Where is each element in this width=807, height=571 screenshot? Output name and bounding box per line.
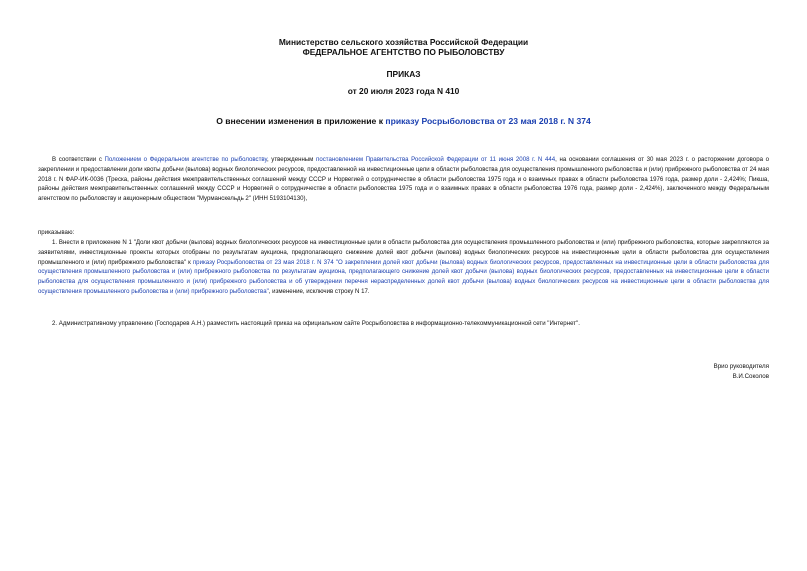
agency-name: ФЕДЕРАЛЬНОЕ АГЕНТСТВО ПО РЫБОЛОВСТВУ bbox=[302, 47, 505, 57]
preamble-paragraph bbox=[38, 155, 769, 204]
order-374-link[interactable]: приказу Росрыболовства от 23 мая 2018 г. N 374 bbox=[385, 116, 591, 126]
order-374-full-link[interactable]: приказу Росрыболовства от 23 мая 2018 г. N 374 "О закреплении долей квот добычи (вылова) водных биологических ресурсов, предоставленных на инвестиционные цели в области рыболовства для осуществления промышленного рыболовства и (или) прибрежного рыболовства по результатам аукциона, предполагающего снижение долей квот добычи (вылова) водных биологических ресурсов, предоставленных на инвестиционные цели в области рыболовства для осуществления промышленного и (или) прибрежного рыболовства и об утверждении перечня нераспределенных долей квот добычи (вылова) водных биологических ресурсов на инвестиционные цели в области рыболовства для осуществления промышленного рыболовства и (или) прибрежного рыболовства" bbox=[38, 258, 769, 295]
government-decree-link[interactable]: постановлением Правительства Российской Федерации от 11 июня 2008 г. N 444 bbox=[316, 156, 556, 163]
doc-title-text: О внесении изменения в приложение к bbox=[216, 116, 386, 126]
date-number: от 20 июля 2023 года N 410 bbox=[347, 86, 460, 96]
preamble-text-3: , на основании соглашения от 30 мая 2023 г. о расторжении договора о закреплении и предоставлении доли квоты добычи (вылова) водных биологических ресурсов, предоставленной на инвестиционные цели в области рыболовства для осуществления промышленного рыболовства и (или) прибрежного рыболовства от 24 мая 2018 г. N ФАР-ИК-0036 (Треска, районы действия межправительственных соглашений между СССР и Норвегией о сотрудничестве в области рыболовства 1975 года и о взаимных правах в области рыболовства 1976 года, размер доли - 2,424%; Пикша, районы действия межправительственных соглашений между СССР и Норвегией о сотрудничестве в области рыболовства 1975 года и о взаимных правах в области рыболовства 1976 года, размер доли - 2,424%), заключенного между Федеральным агентством по рыболовству и акционерным обществом "Мурманскельдь 2" (ИНН 5193104130), bbox=[38, 156, 770, 203]
preamble-text-2: , утвержденным bbox=[266, 156, 317, 163]
signatory-name: В.И.Соколов bbox=[732, 373, 769, 380]
ministry-name: Министерство сельского хозяйства Российской Федерации bbox=[278, 37, 529, 47]
preamble-text-1: В соответствии с bbox=[52, 156, 105, 163]
signatory-position: Врио руководителя bbox=[713, 363, 769, 370]
item-1-paragraph bbox=[38, 238, 769, 297]
regulation-link[interactable]: Положением о Федеральном агентстве по рыболовству bbox=[104, 156, 267, 163]
item-1-text-2: , изменение, исключив строку N 17. bbox=[268, 287, 370, 295]
doc-type: ПРИКАЗ bbox=[386, 69, 421, 79]
item-1-text-1: 1. Внести в приложение N 1 "Доли квот добычи (вылова) водных биологических ресурсов на инвестиционные цели в области рыболовства для осуществления промышленного рыболовства и (или) прибрежного рыболовства, которые закрепляются за заявителями, инвестиционные проекты которых отобраны по результатам аукциона, предполагающего снижение долей квот добычи (вылова) водных биологических ресурсов на инвестиционные цели в области рыболовства для осуществления промышленного и (или) прибрежного рыболовства" к bbox=[38, 239, 769, 266]
item-2-paragraph: 2. Административному управлению (Господарев А.Н.) разместить настоящий приказ на официальном сайте Росрыболовства в информационно-телекоммуникационной сети "Интернет". bbox=[52, 320, 580, 327]
order-word: приказываю: bbox=[38, 229, 75, 236]
doc-title bbox=[0, 116, 807, 126]
